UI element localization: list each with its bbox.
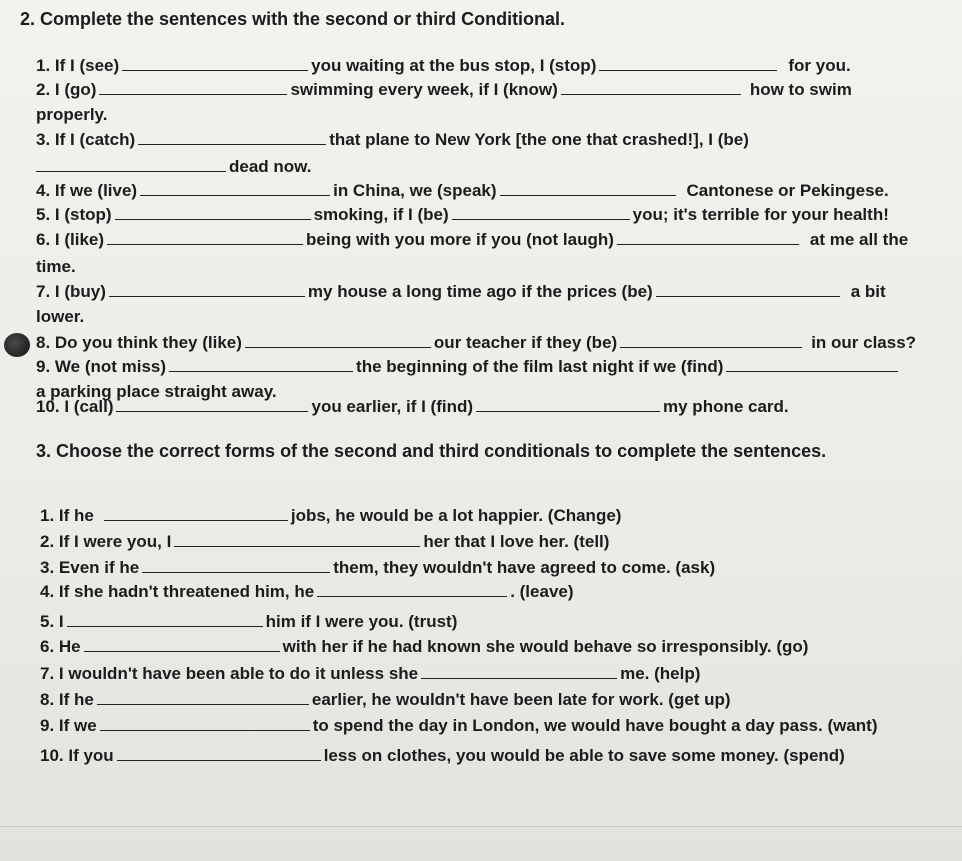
s2-line-5 xyxy=(36,157,312,177)
text: 6. He xyxy=(40,637,81,656)
s2-line-12 xyxy=(36,333,916,353)
text: her that I love her. (tell) xyxy=(423,532,610,551)
section-3-heading: 3. Choose the correct forms of the second and third conditionals to complete the sentences. xyxy=(36,441,827,461)
answer-blank[interactable] xyxy=(245,333,431,348)
answer-blank[interactable] xyxy=(476,397,660,412)
s2-line-4 xyxy=(36,130,749,150)
answer-blank[interactable] xyxy=(169,357,353,372)
answer-blank[interactable] xyxy=(140,181,330,196)
answer-blank[interactable] xyxy=(138,130,326,145)
answer-blank[interactable] xyxy=(317,582,507,597)
s2-line-8 xyxy=(36,230,908,250)
answer-blank[interactable] xyxy=(99,80,287,95)
text: 3. Even if he xyxy=(40,558,140,577)
s2-line-13 xyxy=(36,357,901,377)
text: you waiting at the bus stop, I (stop) xyxy=(311,56,597,75)
text: 9. We (not miss) xyxy=(36,357,167,376)
s3-line-8 xyxy=(40,690,731,710)
s3-line-1 xyxy=(40,506,621,526)
text: 3. If I (catch) xyxy=(36,130,136,149)
answer-blank[interactable] xyxy=(36,157,226,172)
s2-line-11: lower. xyxy=(36,307,85,326)
text: at me all the xyxy=(809,230,909,249)
text: with her if he had known she would behave so irresponsibly. (go) xyxy=(282,637,809,656)
text: 7. I (buy) xyxy=(36,282,106,301)
s3-line-2 xyxy=(40,532,609,552)
s2-line-9: time. xyxy=(36,257,76,276)
text: my phone card. xyxy=(663,397,789,416)
text: . (leave) xyxy=(510,582,574,601)
answer-blank[interactable] xyxy=(116,397,308,412)
s2-line-14: a parking place straight away. xyxy=(36,382,277,401)
text: being with you more if you (not laugh) xyxy=(306,230,614,249)
text: in China, we (speak) xyxy=(333,181,497,200)
s3-line-5 xyxy=(40,612,457,632)
text: how to swim xyxy=(749,80,852,99)
text: our teacher if they (be) xyxy=(433,333,618,352)
text: the beginning of the film last night if we (find) xyxy=(356,357,724,376)
answer-blank[interactable] xyxy=(500,181,676,196)
answer-blank[interactable] xyxy=(421,664,617,679)
text: 5. I (stop) xyxy=(36,205,112,224)
answer-blank[interactable] xyxy=(726,357,898,372)
s2-line-7 xyxy=(36,205,889,225)
s3-line-4 xyxy=(40,582,574,602)
answer-blank[interactable] xyxy=(656,282,840,297)
answer-blank[interactable] xyxy=(100,716,310,731)
text: less on clothes, you would be able to save some money. (spend) xyxy=(323,746,845,765)
text: swimming every week, if I (know) xyxy=(290,80,558,99)
text: 2. If I were you, I xyxy=(40,532,172,551)
text: 8. Do you think they (like) xyxy=(36,333,242,352)
s2-line-1 xyxy=(36,56,851,76)
answer-blank[interactable] xyxy=(617,230,799,245)
s2-line-3: properly. xyxy=(36,105,108,124)
text: to spend the day in London, we would have bought a day pass. (want) xyxy=(312,716,878,735)
text: earlier, he wouldn't have been late for work. (get up) xyxy=(311,690,731,709)
section-2-heading: 2. Complete the sentences with the second or third Conditional. xyxy=(20,9,566,29)
text: 5. I xyxy=(40,612,64,631)
text: 7. I wouldn't have been able to do it unless she xyxy=(40,664,419,683)
s3-line-6 xyxy=(40,637,808,657)
s2-line-10 xyxy=(36,282,886,302)
answer-blank[interactable] xyxy=(67,612,263,627)
text: 1. If he xyxy=(40,506,94,525)
s3-line-9 xyxy=(40,716,878,736)
page-fold-line xyxy=(0,826,962,827)
text: my house a long time ago if the prices (be) xyxy=(307,282,653,301)
text: in our class? xyxy=(811,333,917,352)
answer-blank[interactable] xyxy=(122,56,308,71)
text: smoking, if I (be) xyxy=(313,205,449,224)
answer-blank[interactable] xyxy=(109,282,305,297)
text: 4. If we (live) xyxy=(36,181,138,200)
answer-blank[interactable] xyxy=(142,558,330,573)
text: a bit xyxy=(850,282,886,301)
text: 9. If we xyxy=(40,716,97,735)
text: 4. If she hadn't threatened him, he xyxy=(40,582,315,601)
answer-blank[interactable] xyxy=(115,205,311,220)
answer-blank[interactable] xyxy=(620,333,802,348)
s2-line-2 xyxy=(36,80,852,100)
answer-blank[interactable] xyxy=(117,746,321,761)
answer-blank[interactable] xyxy=(104,506,288,521)
text: 1. If I (see) xyxy=(36,56,120,75)
text: for you. xyxy=(788,56,851,75)
text: 10. If you xyxy=(40,746,114,765)
s3-line-3 xyxy=(40,558,715,578)
answer-blank[interactable] xyxy=(84,637,280,652)
text: that plane to New York [the one that crashed!], I (be) xyxy=(329,130,749,149)
answer-blank[interactable] xyxy=(174,532,420,547)
text: you earlier, if I (find) xyxy=(311,397,474,416)
answer-blank[interactable] xyxy=(97,690,309,705)
text: 6. I (like) xyxy=(36,230,105,249)
text: dead now. xyxy=(229,157,312,176)
text: 8. If he xyxy=(40,690,94,709)
s3-line-10 xyxy=(40,746,845,766)
s2-line-15 xyxy=(36,397,789,417)
text: 10. I (call) xyxy=(36,397,114,416)
text: you; it's terrible for your health! xyxy=(632,205,889,224)
text: him if I were you. (trust) xyxy=(265,612,458,631)
answer-blank[interactable] xyxy=(561,80,741,95)
answer-blank[interactable] xyxy=(107,230,303,245)
text: them, they wouldn't have agreed to come. (ask) xyxy=(333,558,716,577)
answer-blank[interactable] xyxy=(599,56,777,71)
text: me. (help) xyxy=(620,664,701,683)
answer-blank[interactable] xyxy=(452,205,630,220)
s3-line-7 xyxy=(40,664,700,684)
s2-line-6 xyxy=(36,181,889,201)
bullet-dot xyxy=(4,333,30,357)
text: jobs, he would be a lot happier. (Change) xyxy=(290,506,622,525)
text: 2. I (go) xyxy=(36,80,97,99)
text: Cantonese or Pekingese. xyxy=(686,181,889,200)
